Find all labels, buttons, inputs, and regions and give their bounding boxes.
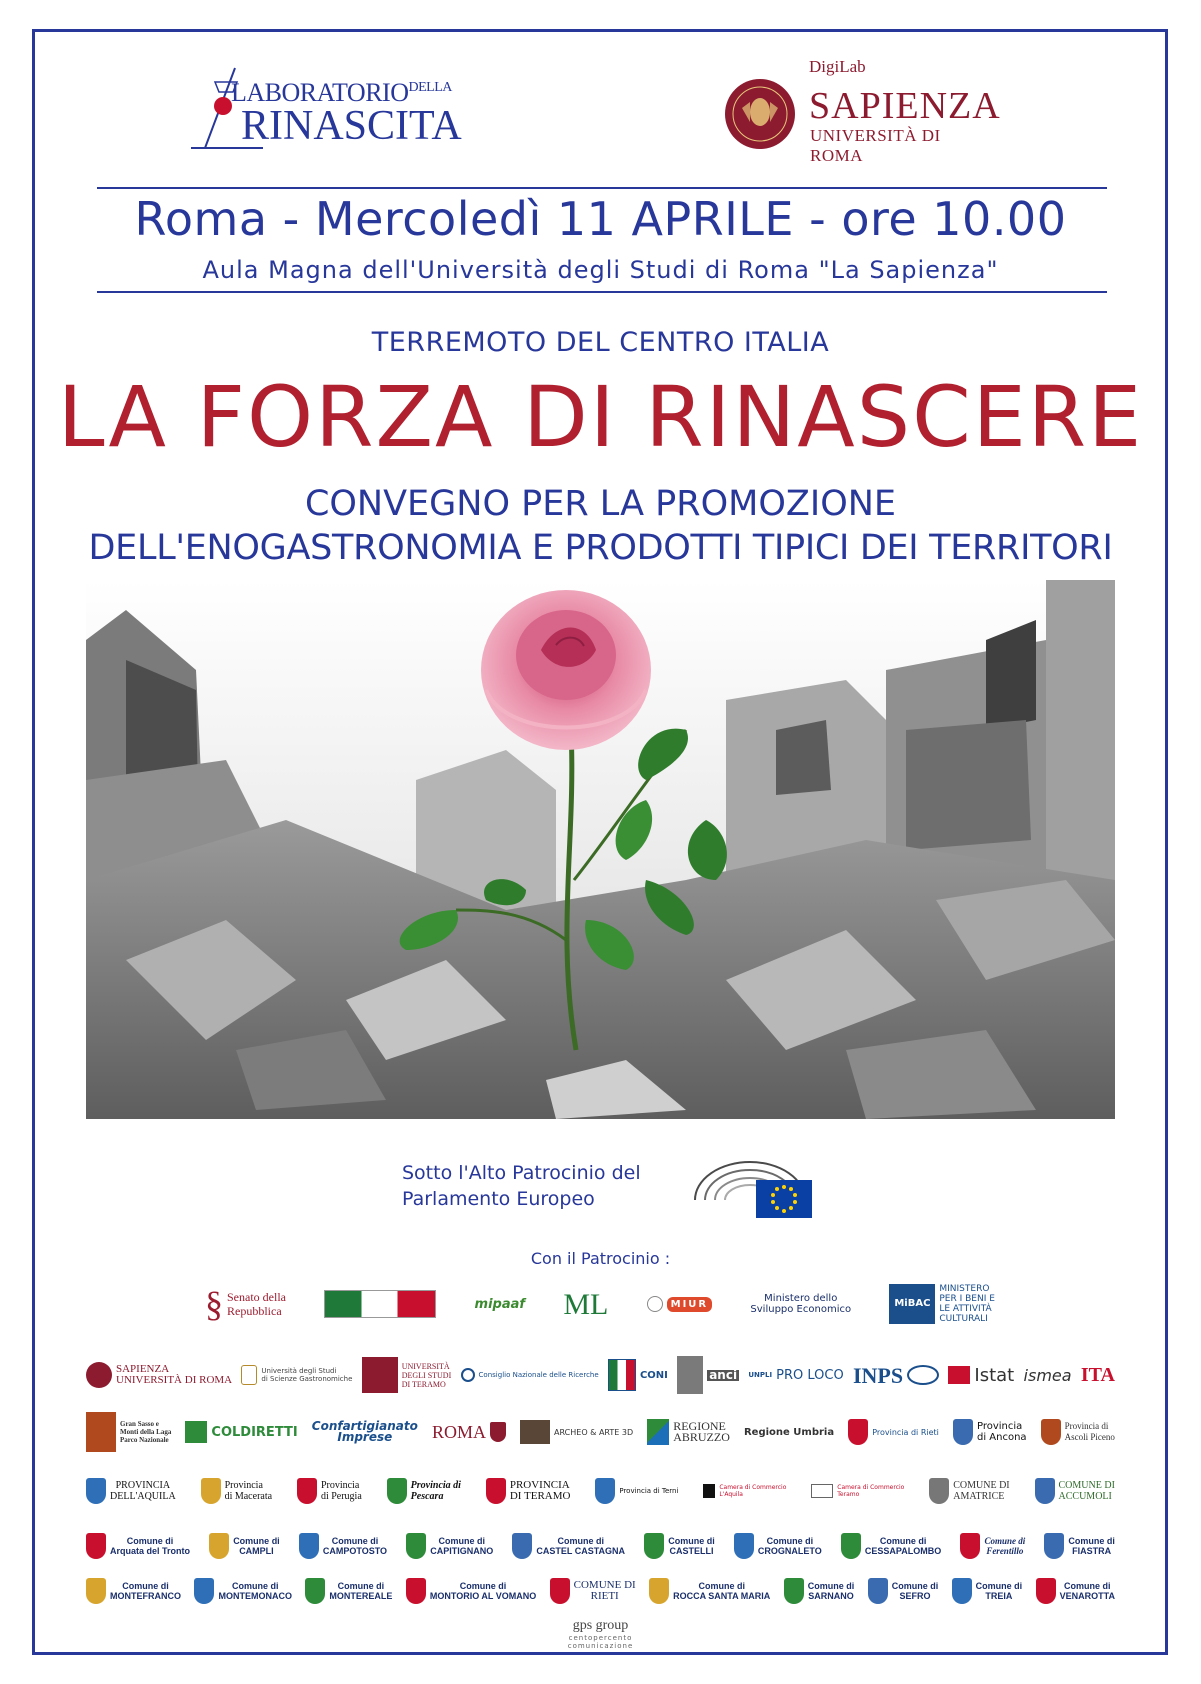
sponsor-istat [948, 1366, 1014, 1384]
sapienza-seal-small-icon [86, 1362, 112, 1388]
sponsor-cciaa-teramo [811, 1484, 904, 1498]
sponsor-senato [205, 1286, 286, 1322]
sapienza-name: SAPIENZA [809, 85, 1001, 127]
sponsor-amatrice-text: COMUNE DI AMATRICE [953, 1480, 1010, 1502]
comune-campotosto-text: Comune di CAMPOTOSTO [322, 1536, 388, 1556]
rieti-shield-icon [848, 1419, 868, 1445]
sponsor-archeo [520, 1420, 633, 1444]
comune-capitignano [406, 1533, 493, 1559]
gps-group-brand: gps group [572, 1618, 629, 1633]
sponsor-perugia [297, 1478, 362, 1504]
montereale-shield-icon [305, 1578, 325, 1604]
comune-sefro-text: Comune di SEFRO [891, 1581, 939, 1601]
sponsor-sapienza [86, 1362, 232, 1388]
comune-castel-castagna [512, 1533, 625, 1559]
comune-campli-text: Comune di CAMPLI [233, 1536, 280, 1556]
montorio-shield-icon [406, 1578, 426, 1604]
sponsor-inps-text: INPS [852, 1362, 904, 1388]
sponsor-cciaa-teramo-text: Camera di Commercio Teramo [837, 1484, 905, 1498]
sponsor-amatrice [929, 1478, 1009, 1504]
sponsor-unpli [748, 1367, 844, 1383]
sponsor-ancona [953, 1419, 1027, 1445]
sarnano-shield-icon [784, 1578, 804, 1604]
patronage-line-1: Sotto l'Alto Patrocinio del [402, 1162, 641, 1184]
teramo-uni-icon [362, 1357, 398, 1393]
sponsors-row-2 [86, 1355, 1115, 1395]
sponsor-coni-text: CONI [639, 1369, 668, 1381]
arquata-shield-icon [86, 1533, 106, 1559]
convegno-line-1: CONVEGNO PER LA PROMOZIONE [304, 484, 897, 524]
montefranco-shield-icon [86, 1578, 106, 1604]
ancona-shield-icon [953, 1419, 973, 1445]
sponsor-coni [608, 1359, 668, 1391]
sponsor-sapienza-text: SAPIENZA UNIVERSITÀ DI ROMA [116, 1363, 233, 1386]
emblem-icon [647, 1296, 663, 1312]
sefro-shield-icon [868, 1578, 888, 1604]
sponsor-accumoli-text: COMUNE DI ACCUMOLI [1058, 1480, 1115, 1502]
sponsor-istat-text: Istat [974, 1364, 1015, 1386]
comune-fiastra [1044, 1533, 1115, 1559]
sponsor-rieti-prov [848, 1419, 939, 1445]
campotosto-shield-icon [299, 1533, 319, 1559]
comune-montereale [305, 1578, 392, 1604]
sponsor-ancona-text: Provincia di Ancona [976, 1421, 1027, 1443]
sponsor-ismea-text: ismea [1023, 1365, 1072, 1385]
event-date: Roma - Mercoledì 11 APRILE - ore 10.00 [134, 192, 1067, 246]
lab-logo-line2: RINASCITA [241, 103, 462, 149]
sponsor-archeo-text: ARCHEO & ARTE 3D [554, 1427, 634, 1437]
sponsor-cnr [461, 1368, 599, 1382]
rieti-comune-shield-icon [550, 1578, 570, 1604]
sponsor-perugia-text: Provincia di Perugia [320, 1480, 362, 1502]
mibac-icon: MiBAC [889, 1284, 935, 1324]
comune-castelli-text: Comune di CASTELLI [668, 1536, 715, 1556]
lab-logo-line1: LABORATORIO [231, 78, 409, 107]
comune-arquata [86, 1533, 190, 1559]
archeo-icon [520, 1420, 550, 1444]
top-rule [97, 187, 1107, 189]
sponsor-ita [1080, 1363, 1115, 1386]
abruzzo-icon [647, 1419, 669, 1445]
venarotta-shield-icon [1036, 1578, 1056, 1604]
comune-montefranco [86, 1578, 181, 1604]
sponsor-miur-text: MIUR [667, 1297, 713, 1312]
sponsor-ismea [1023, 1365, 1072, 1385]
comune-montefranco-text: Comune di MONTEFRANCO [110, 1581, 181, 1601]
comune-ferentillo [960, 1533, 1025, 1559]
sponsor-teramo-prov [486, 1478, 571, 1504]
sponsors-row-4 [86, 1470, 1115, 1512]
sponsor-teramo-uni [362, 1357, 452, 1393]
patronage-text [402, 1160, 641, 1212]
campli-shield-icon [209, 1533, 229, 1559]
crognaleto-shield-icon [734, 1533, 754, 1559]
pescara-shield-icon [387, 1478, 407, 1504]
sponsor-abruzzo [647, 1419, 730, 1445]
gps-group-sub2: comunicazione [567, 1642, 634, 1650]
sponsor-gran-sasso-text: Gran Sasso e Monti della Laga Parco Nazionale [120, 1420, 172, 1444]
comune-rieti [550, 1578, 636, 1604]
sponsor-gastronomiche [241, 1365, 352, 1385]
digilab-label: DigiLab [809, 57, 866, 76]
ascoli-shield-icon [1041, 1419, 1061, 1445]
sponsor-mipaaf-text: mipaaf [474, 1296, 526, 1312]
comune-rocca-santa-maria [649, 1578, 770, 1604]
sponsor-gastronomiche-text: Università degli Studi di Scienze Gastronomiche [261, 1367, 353, 1383]
comune-montemonaco-text: Comune di MONTEMONACO [218, 1581, 292, 1601]
comune-sefro [868, 1578, 939, 1604]
comune-rieti-text: COMUNE DI RIETI [573, 1579, 636, 1602]
comune-montemonaco [194, 1578, 292, 1604]
comune-ferentillo-text: Comune di Ferentillo [984, 1536, 1026, 1556]
sponsor-accumoli [1035, 1478, 1115, 1504]
sponsor-cnr-text: Consiglio Nazionale delle Ricerche [478, 1370, 599, 1379]
sponsor-aquila-prov [86, 1478, 176, 1504]
sponsor-roma [432, 1422, 506, 1442]
sponsor-cciaa-aquila [703, 1484, 786, 1498]
sponsor-terni-text: Provincia di Terni [619, 1486, 679, 1495]
comune-arquata-text: Comune di Arquata del Tronto [110, 1536, 191, 1556]
teramo-shield-icon [486, 1478, 506, 1504]
comune-venarotta-text: Comune di VENAROTTA [1059, 1581, 1115, 1601]
sponsor-rieti-prov-text: Provincia di Rieti [872, 1427, 939, 1437]
sponsor-proloco-text: PRO LOCO [776, 1367, 844, 1383]
bottom-rule [97, 291, 1107, 293]
sponsor-umbria-text: Regione Umbria [743, 1426, 835, 1438]
sponsor-mise [750, 1293, 851, 1315]
laboratorio-rinascita-logo [185, 62, 460, 158]
castelli-shield-icon [644, 1533, 664, 1559]
sponsor-inps [852, 1362, 939, 1388]
roma-shield-icon [490, 1422, 506, 1442]
comune-sarnano [784, 1578, 855, 1604]
sponsor-aquila-prov-text: PROVINCIA DELL'AQUILA [110, 1480, 176, 1502]
sponsor-anci-text: anci [709, 1367, 738, 1382]
eagle-icon [703, 1484, 715, 1498]
gps-group-sub1: centopercento [568, 1634, 633, 1642]
sponsor-teramo-uni-text: UNIVERSITÀ DEGLI STUDI DI TERAMO [401, 1361, 452, 1389]
main-title: LA FORZA DI RINASCERE [57, 368, 1144, 466]
comune-rocca-santa-maria-text: Comune di ROCCA SANTA MARIA [673, 1581, 771, 1601]
sponsor-roma-text: ROMA [431, 1421, 486, 1442]
coldiretti-icon [185, 1421, 207, 1443]
comune-montorio-text: Comune di MONTORIO AL VOMANO [429, 1581, 537, 1601]
coni-shield-icon [608, 1359, 636, 1391]
comune-crognaleto-text: Comune di CROGNALETO [757, 1536, 822, 1556]
patronage-line-2: Parlamento Europeo [402, 1188, 595, 1210]
comune-cessapalombo [841, 1533, 941, 1559]
comuni-row-6 [86, 1575, 1115, 1607]
building-icon [811, 1484, 833, 1498]
sponsor-terni [595, 1478, 678, 1504]
sponsor-unpli-text: UNPLI [748, 1370, 773, 1379]
comune-crognaleto [734, 1533, 822, 1559]
capitignano-shield-icon [406, 1533, 426, 1559]
sponsor-anci [677, 1356, 739, 1394]
montemonaco-shield-icon [194, 1578, 214, 1604]
sponsor-confartigianato-text: Confartigianato Imprese [311, 1419, 418, 1444]
sponsor-mibac-text: MINISTERO PER I BENI E LE ATTIVITÀ CULTURALI [939, 1284, 995, 1324]
sponsor-ml-text: ML [563, 1287, 609, 1321]
sponsor-mipaaf [474, 1296, 526, 1312]
ferentillo-shield-icon [960, 1533, 980, 1559]
perugia-shield-icon [297, 1478, 317, 1504]
fiastra-shield-icon [1044, 1533, 1064, 1559]
sponsor-teramo-prov-text: PROVINCIA DI TERAMO [509, 1479, 571, 1502]
sponsor-macerata-text: Provincia di Macerata [224, 1480, 273, 1502]
sponsor-ml [563, 1287, 609, 1321]
comune-montereale-text: Comune di MONTEREALE [329, 1581, 393, 1601]
convegno-line-2: DELL'ENOGASTRONOMIA E PRODOTTI TIPICI DEI TERRITORI [88, 528, 1113, 568]
anci-tower-icon [677, 1356, 703, 1394]
sponsor-mise-text: Ministero dello Sviluppo Economico [750, 1293, 852, 1315]
treia-shield-icon [952, 1578, 972, 1604]
subtitle: TERREMOTO DEL CENTRO ITALIA [371, 327, 830, 358]
comune-capitignano-text: Comune di CAPITIGNANO [430, 1536, 494, 1556]
sponsor-ascoli-text: Provincia di Ascoli Piceno [1064, 1421, 1115, 1442]
parco-shield-icon [86, 1412, 116, 1452]
rose-rubble-photo [86, 580, 1115, 1119]
comune-montorio [406, 1578, 536, 1604]
lab-logo-small: DELLA [408, 80, 452, 95]
comune-treia-text: Comune di TREIA [975, 1581, 1023, 1601]
sponsor-cciaa-aquila-text: Camera di Commercio L'Aquila [719, 1484, 787, 1498]
european-parliament-logo [690, 1150, 815, 1220]
rocca-shield-icon [649, 1578, 669, 1604]
cessapalombo-shield-icon [841, 1533, 861, 1559]
sponsor-umbria [744, 1427, 834, 1438]
sponsor-confartigianato [312, 1421, 418, 1443]
sponsor-presidenza [324, 1290, 436, 1318]
sapienza-logo [724, 54, 1001, 165]
comune-fiastra-text: Comune di FIASTRA [1068, 1536, 1115, 1556]
cnr-icon [461, 1368, 475, 1382]
sponsor-abruzzo-text: REGIONE ABRUZZO [673, 1419, 730, 1444]
accumoli-shield-icon [1035, 1478, 1055, 1504]
flag-banner-icon [324, 1290, 436, 1318]
crest-icon [241, 1365, 257, 1385]
sponsor-ita-text: ITA [1080, 1363, 1115, 1386]
sponsor-pescara [387, 1478, 461, 1504]
comune-cessapalombo-text: Comune di CESSAPALOMBO [864, 1536, 942, 1556]
comuni-row-5 [86, 1530, 1115, 1562]
sapienza-seal-icon [724, 78, 796, 150]
comune-treia [952, 1578, 1023, 1604]
sponsors-row-1 [205, 1280, 995, 1328]
sapienza-university: UNIVERSITÀ DI ROMA [810, 126, 941, 165]
sponsor-miur [647, 1296, 713, 1312]
istat-bars-icon [948, 1366, 970, 1384]
castel-castagna-shield-icon [512, 1533, 532, 1559]
comune-campli [209, 1533, 280, 1559]
macerata-shield-icon [201, 1478, 221, 1504]
sponsor-coldiretti-text: COLDIRETTI [211, 1424, 298, 1440]
comune-venarotta [1036, 1578, 1115, 1604]
sponsor-macerata [201, 1478, 272, 1504]
sponsor-ascoli [1041, 1419, 1115, 1445]
aquila-shield-icon [86, 1478, 106, 1504]
sponsor-senato-text: Senato della Repubblica [227, 1290, 286, 1318]
comune-campotosto [299, 1533, 387, 1559]
comune-castel-castagna-text: Comune di CASTEL CASTAGNA [536, 1536, 626, 1556]
sponsor-mibac [889, 1284, 995, 1324]
sponsor-pescara-text: Provincia di Pescara [410, 1480, 461, 1502]
sponsors-row-3 [86, 1410, 1115, 1454]
gps-group-logo [0, 1618, 1201, 1650]
inps-swirl-icon [907, 1365, 939, 1385]
event-venue: Aula Magna dell'Università degli Studi di Roma "La Sapienza" [202, 256, 999, 284]
comune-sarnano-text: Comune di SARNANO [807, 1581, 855, 1601]
rose-bloom [481, 590, 651, 750]
sponsor-gran-sasso [86, 1412, 171, 1452]
terni-shield-icon [595, 1478, 615, 1504]
con-patrocinio-label: Con il Patrocinio : [530, 1249, 671, 1268]
senato-s-icon: § [205, 1284, 223, 1324]
amatrice-shield-icon [929, 1478, 949, 1504]
comune-castelli [644, 1533, 715, 1559]
sponsor-coldiretti [185, 1421, 297, 1443]
